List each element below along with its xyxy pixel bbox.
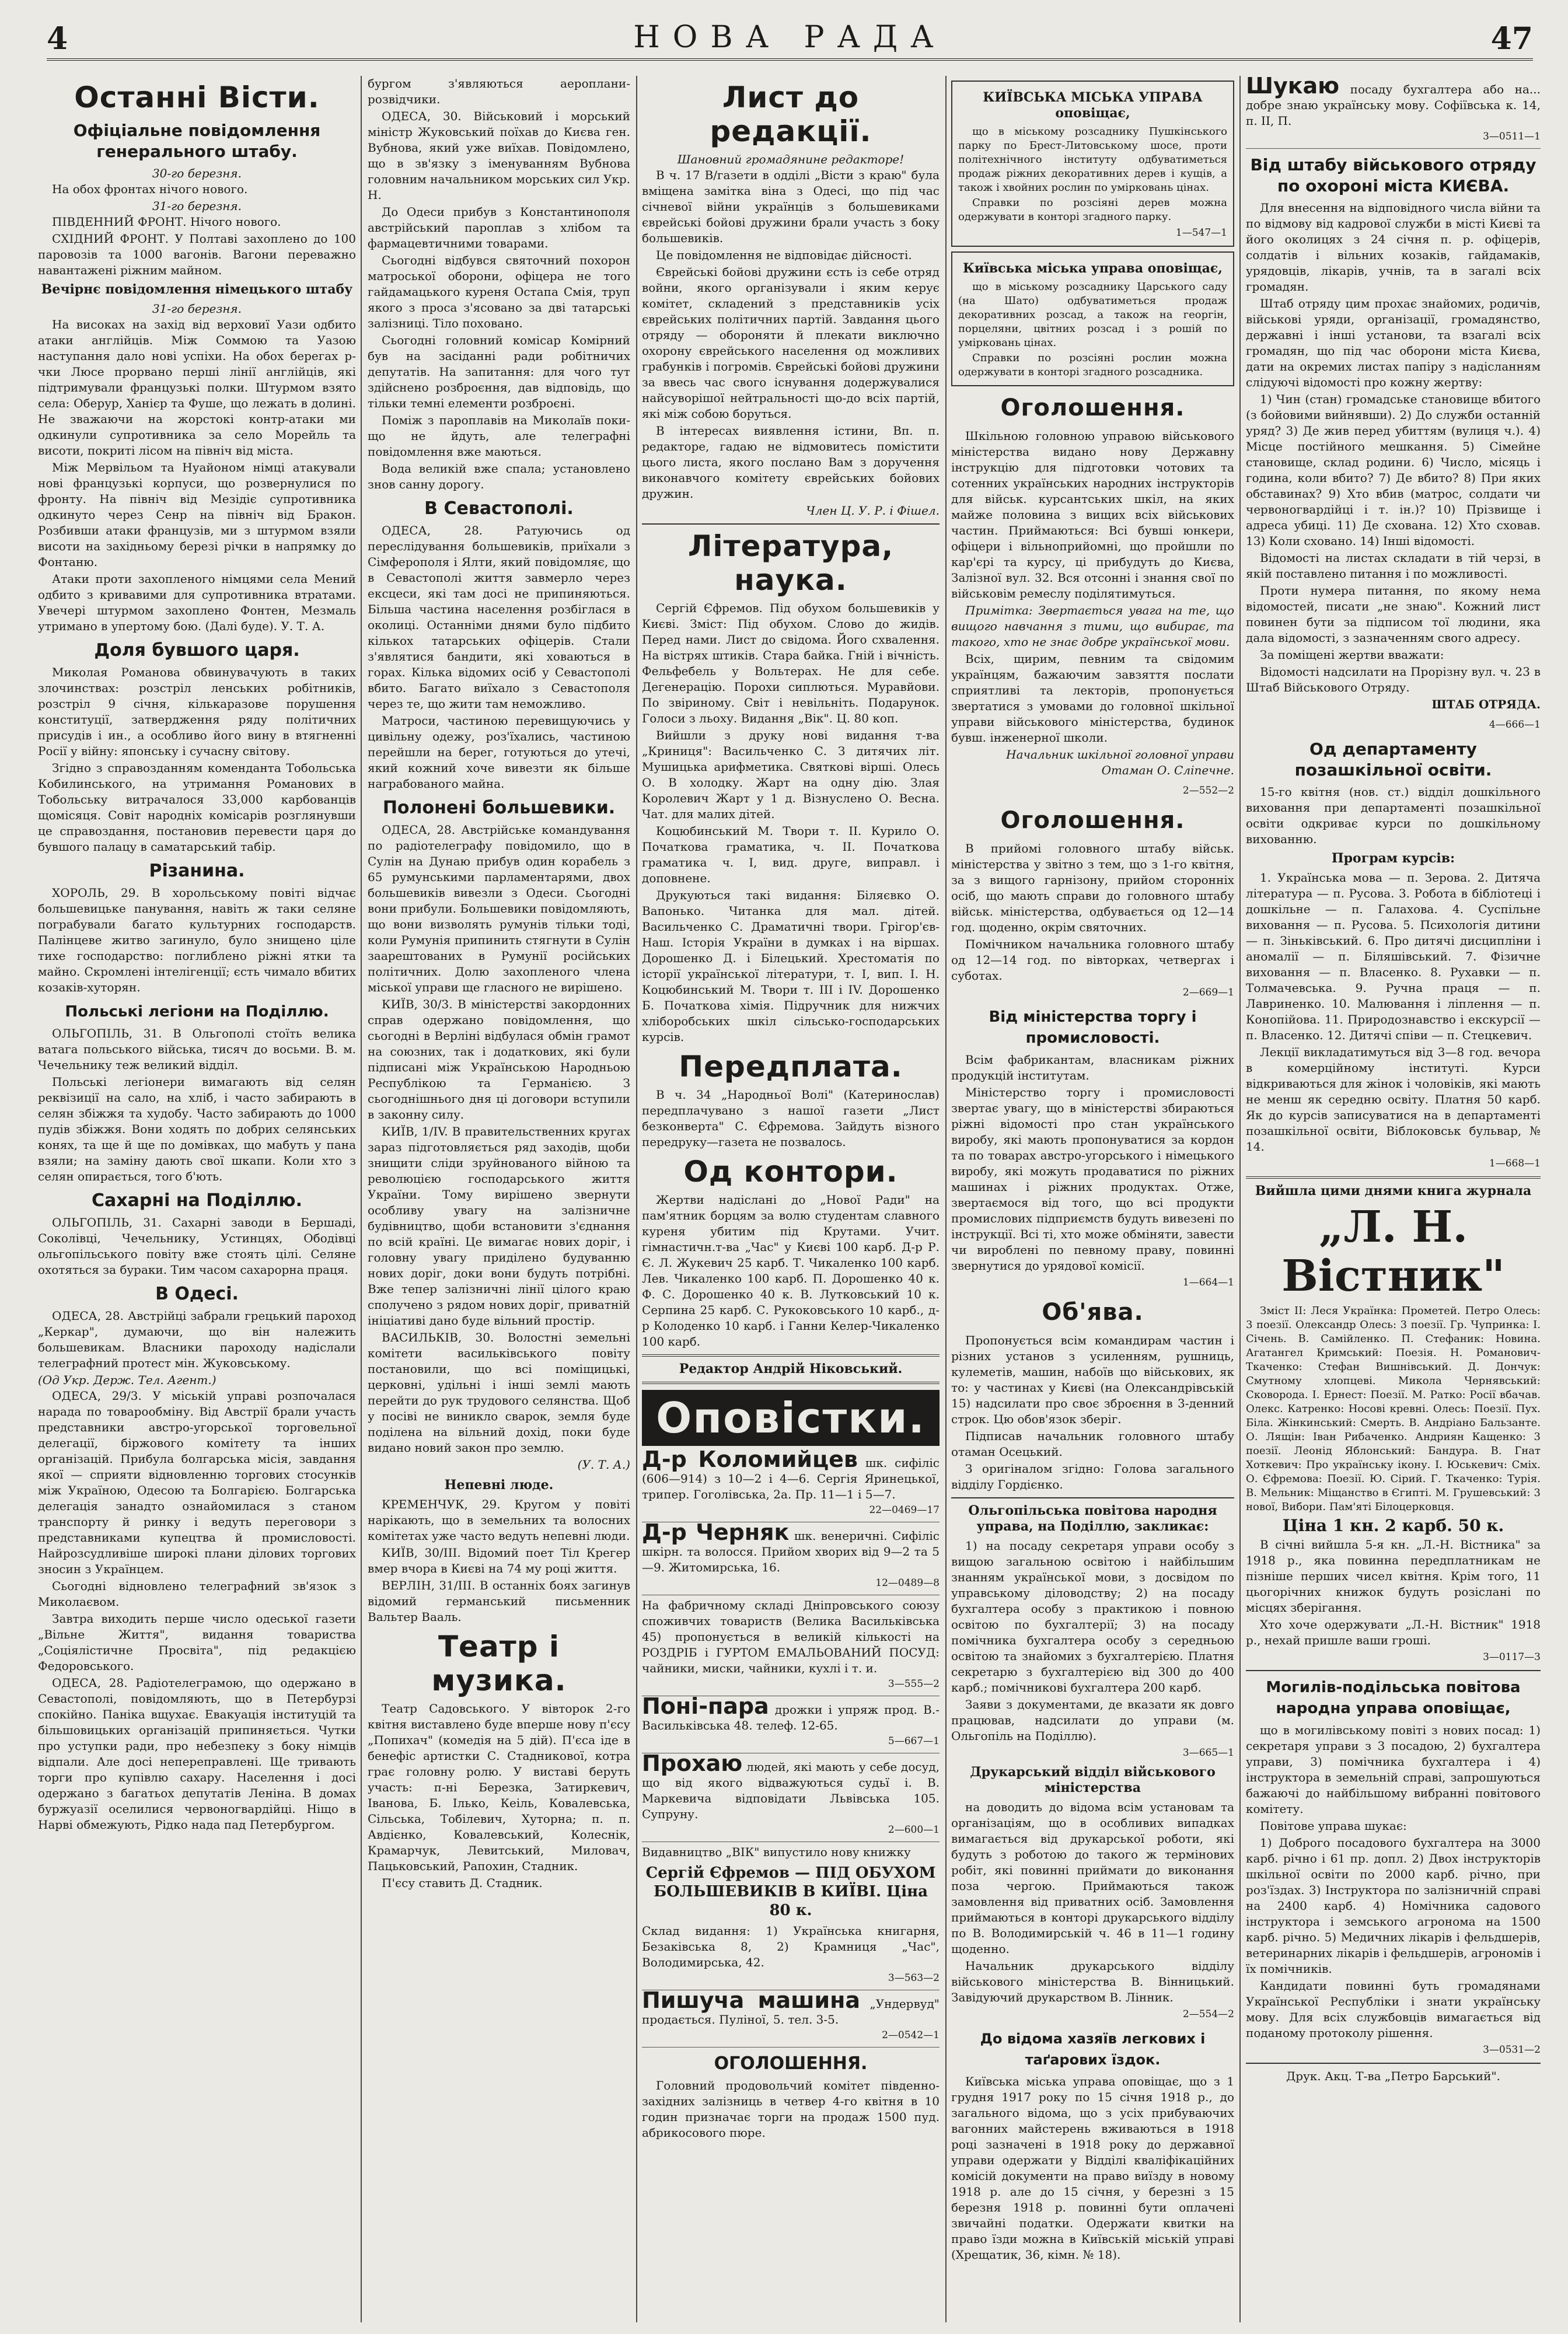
- article-paragraph: Київська міська управа оповіщає, що з 1 грудня 1917 року по 15 січня 1918 р., до загального відома, що з усіх прибуваючих вагонних майстерень вживаються в 1918 році зазначені в 1918 року до державної управи одержати у Відділі кваліфікаційних комісій документи на право виїзду в новому 1918 р. але до 15 січня, у березні з 15 березня 1918 р. повинні бути оплачені звичайні податки. Одержати квитки на право їзди можна в Київській міській управі (Хрещатик, 36, кімн. № 18).: [951, 2074, 1234, 2262]
- heading-city-board: Київська міська управа оповіщає,: [963, 261, 1223, 276]
- column-rule: [636, 76, 637, 2322]
- heading-olgopil-board: Ольгопільська повітова народня управа, на Поділлю, закликає:: [968, 1503, 1217, 1534]
- ad-book-title: Сергій Єфремов — ПІД ОБУХОМ БОЛЬШЕВИКІВ В КИЇВІ. Ціна 80 к.: [645, 1864, 936, 1919]
- advertisement: [642, 1519, 940, 1595]
- article-paragraph: Начальник друкарського відділу військового міністерства В. Вінницький. Завідуючий друкарством В. Лінник.: [951, 1959, 1234, 2004]
- advertisement: [1246, 78, 1541, 149]
- advertisement: [642, 1844, 940, 1990]
- article-paragraph: ВАСИЛЬКІВ, 30. Волостні земельні комітети васильківського повіту постановили, що всі поміщицькі, церковні, удільні і інші землі мають перейти до рук трудового селянства. Щоб у посіві не виникло сварок, земля буде поділена на вільний дохід, поки буде видано новий закон про землю.: [368, 1330, 630, 1455]
- signature: Начальник шкільної головної управи Отаман О. Сліпечне.: [1006, 747, 1234, 777]
- article-paragraph: ОДЕСА, 28. Австрійське командування по радіотелеграфу повідомило, що в Сулін на Дунаю прибув один корабель з 65 румунськими парламентарями, двох большевиків вивезли з Одеси. Сьогодні вони прибули. Большевики повідомляють, що вони визволять румунів тільки тоді, коли Румунія припинить стягнути в Сулін заарештованих в Румунії російських політичних. Долю захопленого члена міської управи ще гласного не вирішено.: [368, 823, 630, 994]
- article-paragraph: Атаки проти захопленого німцями села Мений одбито з кривавими для супротивника втратами. Увечері штурмом захоплено Фонтен, Мезмаль утримано в упертому бою. (Далі буде). У. Т. А.: [38, 572, 356, 633]
- article-paragraph: До Одеси прибув з Константинополя австрійський пароплав з хлібом та фармацевтичними товарами.: [368, 205, 630, 250]
- ad-number: 4—666—1: [1489, 719, 1541, 731]
- article-paragraph: ОДЕСА, 28. Радіотелеграмою, що одержано в Севастополі, повідомляють, що в Петербурзі спокійно. Паніка вщухає. Евакуація інституцій та більшовицьких організацій припиняється. Чутки про уступки ради, про небезпеку з боку німців відпали. Але досі непереправлені. Ще тривають торги про купівлю сахару. Населення і досі одержано з багатьох депутатів Леніна. В домах буржуазії оселилися червоногвардійці. Ніщо в Нарві обмежують, Рідко нада пад Петербургом.: [38, 1676, 356, 1832]
- article-paragraph: Для внесення на відповідного числа війни та по відмову від кадрової служби в місті Києві та його околицях з 24 січня п. р. офіцерів, солдатів і вільних козаків, гайдамаків, урядовців, лікарів, учнів, та в загалі всіх громадян.: [1246, 201, 1541, 294]
- advertisement: [642, 1987, 940, 2048]
- article-paragraph: ОДЕСА, 28. Ратуючись од переслідування большевиків, приїхали з Сімферополя і Ялти, який повідомляє, що в Севастополі життя завмерло через ексцеси, які там досі не припиняються. Більша частина населення розбіглася в околиці. Останніми днями було підбито кількох татарських офіцерів. Стали з'являтися бандити, які ховаються в горах. Кілька відомих осіб у Севастополі вбито. Багато виїхало з Севастополя через те, що жити там неможливо.: [368, 523, 630, 711]
- letter-signature: Член Ц. У. Р. і Фішел.: [806, 504, 940, 518]
- salutation: Шановний громадянине редакторе!: [677, 152, 905, 166]
- article-paragraph: Польські легіонери вимагають від селян реквізиції на сало, на хліб, і часто забирають в селян збіжжя та худобу. Часто забирають до 1000 пудів збіжжя. Вони ходять по добрих селянських конях, та ще й ще по домівках, що мабуть у пана взяли; на заміну дають свої шкапи. Коли хто з селян опирається, того б'ють.: [38, 1075, 356, 1183]
- heading-printing-dept: Друкарський відділ військового міністерства: [970, 1765, 1216, 1795]
- printer-credit: Друк. Акц. Т-ва „Петро Барський".: [1286, 2069, 1501, 2083]
- article-paragraph: Повітове управа шукає:: [1260, 1819, 1407, 1833]
- heading-cab-owners: До відома хазяїв легкових і таґарових їздок.: [980, 2031, 1206, 2068]
- article-paragraph: Заяви з документами, де вказати як довго працював, надсилати до управи (м. Ольгопіль на Поділлю).: [951, 1697, 1234, 1743]
- article-paragraph: Сергій Єфремов. Під обухом большевиків у Києві. Зміст: Під обухом. Слово до жидів. Перед нами. Лист до свідома. Його схвалення. На вістрях штиків. Стара байка. Гній і вічність. Фельфебель у Вольтерах. Не для себе. Дегенерацію. Порохи сиплються. Муравйови. По звіриному. Світ і невільніть. Подарунок. Голоси з льоху. Видання „Вік". Ц. 80 коп.: [642, 601, 940, 725]
- ad-number: 3—0117—3: [1483, 1651, 1541, 1663]
- editor-credit: Редактор Андрій Ніковський.: [679, 1361, 903, 1376]
- heading-notice: Об'ява.: [1042, 1299, 1144, 1326]
- ad-lead: Прохаю: [642, 1750, 743, 1776]
- course-list: 1. Українська мова — п. Зерова. 2. Дитяча література — п. Русова. 3. Робота в бібліотеці і дошкільне — п. Галахова. 4. Суспільне виховання — п. Русова. 5. Психологія дитини — п. Зіньківський. 6. Про дитячі дисципліни і аномалії — п. Біляшівський. 7. Фізичне виховання — п. Власенко. 8. Рухавки — п. Толмачевська. 9. Ручна праця — п. Лавриненко. 10. Малювання і ліплення — п. Конопійова. 11. Природознавство і екскурсії — п. Власенко. 12. Дитячі співи — п. Стецкевич.: [1246, 871, 1541, 1042]
- page-number-right: 47: [1490, 21, 1533, 57]
- heading-captive-bolsheviks: Полонені большевики.: [382, 798, 616, 818]
- article-paragraph: ХОРОЛЬ, 29. В хорольському повіті відчає большевицьке панування, навіть ж таки селяне пограбували багато культурних господарств. Палінцеве житво загинуло, було знищено ціле тихе господарство: поглиблено ріжні ятки та майно. Скромлені інтелігенції; єсть чимало вбитих козаків-хуторян.: [38, 886, 356, 994]
- dateline: 30-го березня.: [152, 166, 242, 180]
- journal-intro: Вийшла цими днями книга журнала: [1255, 1183, 1532, 1199]
- column-5: [1246, 76, 1541, 2322]
- ad-number: 3—665—1: [1182, 1747, 1234, 1759]
- heading-reprint: Передплата.: [679, 1050, 903, 1084]
- article-paragraph: 15-го квітня (нов. ст.) відділ дошкільного виховання при департаменті позашкільної освіти одкриває курси по дошкільному вихованню.: [1246, 785, 1541, 846]
- article-paragraph: Головний продовольчий комітет південно-західних залізниць в четвер 4-го квітня в 10 годин призначає торги на продаж 1500 пуд. абрикосового пюре.: [642, 2078, 940, 2140]
- divider: [1246, 1176, 1541, 1179]
- article-paragraph: На високах на захід від верховиї Уази одбито атаки англійців. Між Соммою та Уазою наступання дало нові успіхи. На обох берегах р-чки Люсе прорвано перші лінії англійців, які підтримували французькі полки. Штурмом взято села: Оберур, Ханієр та Фуше, що лежать в долині. Не зважаючи на жорстокі контр-атаки ми одкинули супротивника за село Морейль та висоти, покриті лісом на північ від міста.: [38, 317, 356, 457]
- column-rule: [361, 76, 362, 2322]
- ad-lead: Пишуча машина: [642, 1987, 861, 2013]
- source-credit: (Од Укр. Держ. Тел. Агент.): [38, 1373, 216, 1387]
- course-program-title: Програм курсів:: [1331, 851, 1455, 866]
- article-paragraph: Вийшли з друку нові видання т-ва „Криниця": Васильченко С. З дитячих літ. Мушицька арифметика. Святкові вірші. Олесь О. В холодку. Жарт на одну дію. Злая Королевич Жарт у 1 д. Візнуслено О. Весна. Чат. для малих дітей.: [642, 728, 940, 821]
- article-paragraph: Єврейські бойові дружини єсть із себе отряд войни, якого організували і яким керує комітет, складений з представників усіх єврейських політичних партій. Завдання цього отряду — обороняти й плекати виключно охорону єврейського населення од можливих грабунків і погромів. Єврейські бойові дружини за ввесь час свого існування додержувалися найсуворішої нейтральності що-до всіх партій, які між собою боруться.: [642, 265, 940, 421]
- article-paragraph: В ч. 34 „Народньої Волі" (Катеринослав) передплачувано з нашої газети „Лист безконверта" С. Єфремова. Зайдуть візного передруку—газета не позвалось.: [642, 1088, 940, 1149]
- article-paragraph: 1) на посаду секретаря управи особу з вищою загальною освітою і найбільшим знанням української мови, з досвідом по управському діловодству; 2) на посаду бухгалтера особу з практикою і повною освітою по бухгалтерії; 3) на посаду помічника бухгалтера особу з середньою освітою та знайомих з бухгалтерією. Платня секретарю з бухгалтерією від 300 до 400 карб.; помічникові бухгалтера 200 карб.: [951, 1539, 1234, 1694]
- article-paragraph: ОДЕСА, 28. Австрійці забрали грецький пароход „Керкар", думаючи, що він належить большевикам. Власники пароходу надіслали телеграфний протест мін. Жуковському.: [38, 1309, 356, 1370]
- source-credit: (У. Т. А.): [577, 1458, 630, 1472]
- article-paragraph: Проти нумера питання, по якому нема відомостей, писати „не знаю". Кожний лист повинен бути за підписом тої людини, яка дала відомості, з зазначенням свого адресу.: [1246, 584, 1541, 645]
- article-paragraph: що в могилівському повіті з нових посад: 1) секретаря управи з 3 посадою, 2) бухгалтера управи, 3) помічника бухгалтера і 4) інструктора в земельній справі, запрошуються бажаючі до найбільшому вибранні повітового комітету.: [1246, 1723, 1541, 1816]
- ad-number: 2—554—2: [1182, 2008, 1234, 2020]
- ad-text: На фабричному складі Дніпровського союзу споживчих товариств (Велика Васильківська 45) пропонується в великій кількості на РОЗДРІБ і ГУРТОМ ЕМАЛЬОВАНИЙ ПОСУД: чайники, миски, чайники, кухлі і т. и.: [642, 1598, 940, 1675]
- article-paragraph: Це повідомлення не відповідає дійсності.: [656, 248, 912, 262]
- article-paragraph: Пропонується всім командирам частин і різних установ з усиленням, рушниць, кулеметів, машин, набоїв що військових, як то: у частинах у Києві (на Олександрівській 15) надсилати про своє зброєння в 3-денний строк. Цю обов'язок зберіг.: [951, 1333, 1234, 1426]
- ad-number: 22—0469—17: [869, 1504, 940, 1516]
- article-paragraph: В січні вийшла 5-я кн. „Л.-Н. Вістника" за 1918 р., яка повинна передплатникам не пізніше перших чисел квітня. Крім того, 11 цьогорічних книжок будуть розіслані по місцях зберігання.: [1246, 1538, 1541, 1615]
- heading-extracurricular-dept: Од департаменту позашкільної освіти.: [1294, 739, 1492, 780]
- ad-number: 3—0531—2: [1483, 2044, 1541, 2056]
- heading-announcement: Оголошення.: [1000, 807, 1185, 834]
- article-paragraph: бургом з'являються аероплани-розвідчики.: [368, 76, 630, 106]
- heading-announcement: ОГОЛОШЕННЯ.: [714, 2053, 868, 2074]
- ad-lead: Д-р Коломийцев: [642, 1446, 858, 1472]
- heading-letter-to-editor: Лист до редакції.: [710, 81, 872, 148]
- journal-title: „Л. Н. Вістник": [1281, 1202, 1505, 1301]
- divider: [642, 523, 940, 525]
- article-paragraph: ОЛЬГОПІЛЬ, 31. В Ольгополі стоїть велика ватага польського війська, тисяч до восьми. В. м. Чечельнику теж великий відділ.: [38, 1026, 356, 1072]
- ad-number: 2—0542—1: [882, 2029, 940, 2041]
- heading-tsar-fate: Доля бувшого царя.: [94, 640, 300, 661]
- divider: [642, 1382, 940, 1384]
- article-paragraph: Згідно з справозданням коменданта Тобольська Кобилинського, на утримання Романових в Тобольську витрачалося 33,000 карбованців щомісяця. Совіт народніх комісарів розглянувши це справоздання, постановив перевести царя до бувшого палацу в саматарський табір.: [38, 761, 356, 854]
- article-paragraph: В інтересах виявлення істини, Вп. п. редакторе, гадаю не відмовитесь помістити цього листа, якого послано Вам з доручення виконавчого комітету єврейських бойових дружин.: [642, 424, 940, 501]
- ad-lead: Шукаю: [1246, 76, 1340, 99]
- article-paragraph: Всіх, щирим, певним та свідомим українцям, бажаючим завзяття послати сприятливі та лекторів, пропонується звертатися з умовами до головної шкільної управи військового міністерства, будинок бувш. інженерної школи.: [951, 652, 1234, 745]
- ad-number: 5—667—1: [888, 1735, 940, 1747]
- ad-number: 1—668—1: [1489, 1158, 1541, 1169]
- article-paragraph: Помічником начальника головного штабу од 12—14 год. по вівторках, четвергах і суботах.: [951, 937, 1234, 983]
- article-paragraph: КИЇВ, 30/3. В міністерстві закордонних справ одержано повідомлення, що сьогодні в Верліні відбулася обмін грамот на союзних, так і додаткових, які були підписані між Українською Народньою Республікою та Германією. З сьогоднішнього дня ці договори вступили в законну силу.: [368, 997, 630, 1121]
- article-paragraph: СХІДНИЙ ФРОНТ. У Полтаві захоплено до 100 паровозів та 1000 вагонів. Вагони переважно навантажені ріжним майном.: [38, 232, 356, 277]
- heading-latest-news: Останні Вісти.: [74, 81, 320, 114]
- article-paragraph: Справки по розсіяні дерев можна одержувати в конторі згадного парку.: [958, 197, 1227, 223]
- ad-text: посаду бухгалтера або на... добре знаю українську мову. Софіївська к. 14, п. II, П.: [1246, 82, 1541, 128]
- article-paragraph: Між Мервільом та Нуайоном німці атакували нові французькі корпуси, що розвернулися по фронту. На північ від Мезідіє супротивника одкинуто через Сенр на північ від Бракон. Розбивши атаки французів, ми з штурмом взяли висоти на західньому березі річки в напрямку до Фонтаню.: [38, 460, 356, 569]
- column-rule: [945, 76, 947, 2322]
- article-paragraph: на доводить до відома всім установам та організаціям, що в особливих випадках вимагається від друкарської роботи, які будуть з роботою до такого ж термінових робіт, які повинні приймати до виконання поза чергою. Приймаються також замовлення від приватних осіб. Замовлення приймаються в конторі друкарського відділу по В. Володимирській ч. 46 в 11—1 годину щоденно.: [951, 1800, 1234, 1956]
- article-paragraph: КРЕМЕНЧУК, 29. Кругом у повіті нарікають, що в земельних та волосних комітетах уже часто ведуть непевні люди.: [368, 1497, 630, 1543]
- heading-unreliable-people: Непевні люде.: [444, 1477, 554, 1493]
- article-paragraph: Хто хоче одержувати „Л.-Н. Вістник" 1918 р., нехай пришле ваши гроші.: [1246, 1617, 1541, 1647]
- column-rule: [1239, 76, 1241, 2322]
- column-2: [368, 76, 630, 2322]
- page-number-left: 4: [47, 21, 68, 57]
- article-paragraph: ВЕРЛІН, 31/ІІІ. В останніх боях загинув відомий германський письменник Вальтер Вааль.: [368, 1578, 630, 1624]
- divider: [642, 1354, 940, 1357]
- article-paragraph: що в міському розсаднику Царського саду (на Шато) одбуватиметься продаж декоративних розсад, а також на георгін, порцеляни, цвітних розсад і з рошій по умірковань цінах.: [958, 281, 1227, 349]
- ad-number: 3—0511—1: [1483, 131, 1541, 142]
- heading-sevastopol: В Севастополі.: [424, 498, 574, 519]
- heading-theatre-music: Театр і музика.: [431, 1630, 567, 1697]
- article-paragraph: За поміщені жертви вважати:: [1260, 648, 1444, 662]
- ad-text: шк. сифіліс (606—914) з 10—2 і 4—6. Сергія Яринецької, трипер. Гоголівська, 2а. Пр. 11—1 і 5—7.: [642, 1456, 940, 1501]
- article-paragraph: Всім фабрикантам, власникам ріжних продукцій інститутам.: [951, 1053, 1234, 1082]
- note: Примітка: Звертається увага на те, що вищого навчання з тими, що вибирає, та такого, хто не знає добре української мови.: [951, 603, 1234, 649]
- question-list: 1) Чин (стан) громадське становище вбитого (з бойовими вийнявши). 2) До служби останній уряд? 3) Де жив перед убиттям (вулиця ч.). 4) Місце постійного мешкання. 5) Сімейне становище, склад родини. 6) Число, місяць і година, коли вбито? 7) Де вбито? 8) При яких обставинах? 9) Хто вбив (матрос, солдати чи червоногвардійці і т. ін.)? 10) Прізвище і адреса убиці. 11) Де схована. 12) Хто сховав. 13) Коли сховано. 14) Інші відомості.: [1246, 392, 1541, 548]
- article-paragraph: Поміж з пароплавів на Миколаїв поки-що не йдуть, але телеграфні повідомлення вже маються.: [368, 413, 630, 459]
- ad-number: 1—664—1: [1182, 1277, 1234, 1288]
- divider: [951, 1497, 1234, 1498]
- article-paragraph: ПІВДЕННИЙ ФРОНТ. Нічого нового.: [52, 215, 281, 229]
- signature: ШТАБ ОТРЯДА.: [1431, 697, 1541, 711]
- column-3: [642, 76, 940, 2322]
- article-paragraph: Друкуються такі видання: Біляєвко О. Вапонько. Читанка для мал. дітей. Васильченко С. Драматичні твори. Грігор'єв-Наш. Історія України в думках і на віршах. Дорошенко Д. і Білецький. Хрестоматія по історії української літератури, т. І, вип. І. Н. Коцюбинський М. Твори т. III і IV. Дорошенко Б. Початкова хімія. Підручник для нижчих хліборобських шкіл сільсько-господарських курсів.: [642, 888, 940, 1044]
- heading-mogyliv-board: Могилів-подільська повітова народна управа оповіщає,: [1266, 1679, 1521, 1717]
- article-paragraph: Коцюбинський М. Твори т. II. Курило О. Початкова граматика, ч. II. Початкова граматика ч. I, вид. друге, виправл. і доповнене.: [642, 824, 940, 885]
- article-paragraph: Матроси, частиною перевищуючись у цивільну одежу, роз'їхались, частиною перейшли на берег, готуються до утечі, який кожний хоче вивезти як більше награбованого майна.: [368, 714, 630, 791]
- ad-number: 3—555—2: [888, 1678, 940, 1690]
- heading-massacre: Різанина.: [149, 861, 245, 881]
- ad-text: дрожки і упряж прод. В.-Васильківська 48. телеф. 12-65.: [642, 1703, 940, 1732]
- article-paragraph: Справки по розсіяні рослин можна одержувати в конторі згадного розсадника.: [958, 352, 1227, 378]
- article-paragraph: Миколая Романова обвинувачують в таких злочинствах: розстріл ленських робітників, розстріл 9 січня, кількаразове порушення конституції, затвердження ряду політичних присудів і ин., а особливо його вину в втягненні Росії у війну: японську і сучасну світову.: [38, 665, 356, 758]
- article-paragraph: ОДЕСА, 29/3. У міській управі розпочалася нарада по товарообміну. Від Австрії брали участь представники австро-угорської торговельної делегації, біржового комітету та інших організацій. Прибула болгарська місія, завдання якої — сприяти відновленню торгових стосунків між Україною, Одесою та Болгарією. Болгарська делегація занадто ознайомилася з станом транспорту й ринку і ведуть переговори з представниками купецтва й промисловості. Найрозсудливіше широкі плани ділових торгових зносин з Українцем.: [38, 1389, 356, 1576]
- ad-number: 2—552—2: [1182, 785, 1234, 796]
- ad-text: людей, які мають у себе досуд, що від якого відважуються судьї і. В. Маркевича відповідати Львівська 105. Супруну.: [642, 1760, 940, 1821]
- advertisement: [642, 1750, 940, 1842]
- heading-city-board: КИЇВСЬКА МІСЬКА УПРАВА оповіщає,: [983, 90, 1203, 121]
- article-paragraph: Підписав начальник головного штабу отаман Осецький.: [951, 1429, 1234, 1459]
- heading-sugar-mills: Сахарні на Поділлю.: [92, 1190, 302, 1211]
- newspaper-title: НОВА РАДА: [633, 20, 947, 55]
- notice-box: [951, 251, 1234, 386]
- article-paragraph: ОДЕСА, 30. Військовий і морський міністр Жуковський поїхав до Києва ген. Вубнова, який уже виїхав. Повідомлено, що в зв'язку з іменуванням Вубнова головним начальником морських сил Укр. Н.: [368, 109, 630, 202]
- ad-number: 2—669—1: [1182, 987, 1234, 998]
- ad-number: 12—0489—8: [875, 1577, 940, 1589]
- dateline: 31-го березня.: [152, 199, 242, 213]
- ad-lead: Д-р Черняк: [642, 1519, 790, 1545]
- advertisement: [642, 1446, 940, 1522]
- ad-text: Склад видання: 1) Українська книгарня, Безаківська 8, 2) Крамниця „Час", Володимирська, 42.: [642, 1924, 940, 1969]
- dateline: 31-го березня.: [152, 302, 242, 316]
- ad-text: „Ундервуд" продається. Пуліної, 5. тел. 3-5.: [642, 1997, 940, 2026]
- article-paragraph: ОЛЬГОПІЛЬ, 31. Сахарні заводи в Бершаді, Соколівці, Чечельнику, Устинцях, Ободівці ольгопільського повіту вже стоять цілі. Селяне охотяться за бураки. Тим часом сахарорна праця.: [38, 1215, 356, 1277]
- divider: [1246, 1670, 1541, 1671]
- article-paragraph: Відомості на листах складати в тій черзі, в якій поставлено питання і по можливості.: [1246, 551, 1541, 581]
- article-paragraph: В ч. 17 В/газети в одділі „Вісти з краю" була вміщена замітка віна з Одесі, що під час січневої війни українців з большевиками єврейські бойові дружини брали участь з боку большевиків.: [642, 168, 940, 245]
- article-paragraph: Вода великій вже спала; установлено знов санну дорогу.: [368, 462, 630, 491]
- article-paragraph: Шкільною головною управою військового міністерства видано нову Державну інструкцію для підготовки чотових та сотенних українських народних інструкторів для військ. курсантських шкіл, на яких майже половина з вищих всіх військових частин. Приймаються: Всі бувші юнкери, офіцери і вільноприйомні, що пройшли по кар'єрі та курсу, ці прибудуть до Києва, Залізної вул. 32. Вся отсонні і знання свої по військовім ремеслу поділятимуться.: [951, 429, 1234, 600]
- vacancy-list: 1) Доброго посадового бухгалтера на 3000 карб. річно і 61 пр. допл. 2) Двох інструкторів шкільної освіти по 2000 карб. річно, при роз'їздах. 3) Інструктора по залізничній справі на 2400 карб. 4) Номічника садового інструктора і земського агронома на 1500 карб. річно. 5) Медичних лікарів і фельдшерів, ветеринарних лікарів і фельдшерів, агрономів і їх помічників.: [1246, 1836, 1541, 1976]
- heading-ministry-trade: Від міністерства торгу і промисловості.: [989, 1008, 1197, 1047]
- ad-text: Видавництво „ВІК" випустило нову книжку: [642, 1845, 911, 1859]
- heading-official-report: Офіціальне повідомлення генерального штабу.: [73, 121, 321, 161]
- article-paragraph: КИЇВ, 1/IV. В правительственних кругах зараз підготовляється ряд заходів, щоби знищити сліди зруйнованого війною та революцією господарського життя України. Тому вирішено звернути особливу увагу на залізничне будівництво, щоби встановити з'єднання по всій країні. Це вимагає нових доріг, і головну увагу приділено будуванню нових доріг, доки вони будуть потрібні. Вже тепер залізничні лінії цілого краю сполучено з рядом нових доріг, приватній ініціативі дано буде вільний простір.: [368, 1124, 630, 1327]
- heading-from-office: Од контори.: [683, 1155, 898, 1189]
- ad-number: 1—547—1: [1175, 227, 1227, 239]
- article-paragraph: Сьогодні відновлено телеграфний зв'язок з Миколаєвом.: [38, 1579, 356, 1609]
- ad-text: шк. венеричні. Сифіліс шкірн. та волосся. Прийом хворих від 9—2 та 5—9. Житомирська, 16.: [642, 1529, 940, 1574]
- divider: [1246, 2063, 1541, 2064]
- article-paragraph: Сьогодні головний комісар Комірний був на засіданні ради робітничих депутатів. На запитання: для чого тут здійснено розброєння, дав відповідь, що тільки темні елементи розброєні.: [368, 333, 630, 410]
- column-4: [951, 76, 1234, 2322]
- article-paragraph: На обох фронтах нічого нового.: [52, 182, 248, 196]
- notice-box: [951, 81, 1234, 247]
- heading-polish-legions: Польські легіони на Поділлю.: [65, 1003, 329, 1021]
- article-paragraph: Міністерство торгу і промисловості звертає увагу, що в міністерстві збираються ріжні відомості про стан українського виробу, які мають пропонуватися за кордон та по товарах австро-угорського і німецького виробу, які можуть продаватися по ріжних машинах і ріжних продуктах. Отже, звертаємося від того, що всі продукти промислових підприємств будуть вивезені по інструкції. Всі ті, хто може обміняти, завести чи вироблені по певному праву, повинні звернутися до урядової комісії.: [951, 1085, 1234, 1273]
- article-paragraph: Відомості надсилати на Прорізну вул. ч. 23 в Штаб Військового Отряду.: [1246, 665, 1541, 694]
- advertisement: [642, 1598, 940, 1696]
- article-paragraph: В прийомі головного штабу військ. міністерства у звітно з тем, що з 1-го квітня, за з вищого гарнізону, прийом сторонніх осіб, що мають справи до головного штабу військ. міністерства, одбувається од 12—14 год. щоденно, окрім святочних.: [951, 841, 1234, 934]
- article-paragraph: що в міському розсаднику Пушкінського парку по Брест-Литовському шосе, проти політехнічного інституту одбуватиметься продаж ріжних декоративних дерев і кущів, а також і хвойних рослин по умірковань цінах.: [958, 125, 1227, 194]
- masthead: [47, 18, 1533, 61]
- ad-lead: Поні-пара: [642, 1693, 769, 1719]
- article-paragraph: Завтра виходить перше число одеської газети „Вільне Життя", видання товариства „Соціялістичне Просвіта", під редакцією Федоровського.: [38, 1612, 356, 1673]
- heading-odesa: В Одесі.: [155, 1284, 239, 1304]
- article-paragraph: КИЇВ, 30/ІІІ. Відомий поет Тіл Крегер вмер вчора в Києві на 74 му році життя.: [368, 1546, 630, 1575]
- article-paragraph: Сьогодні відбувся святочний похорон матроської оборони, офіцера не того гайдамацького куреня Остапа Смія, труп якого з проса з'ясовано за дві татарські залізниці. Тіло поховано.: [368, 253, 630, 330]
- article-paragraph: Лекції викладатимуться від 3—8 год. вечора в комерційному інституті. Курси відкриваються для жінок і чоловіків, які мають не менш як середню освіту. Платня 50 карб. Як до курсів записуватися на в департаменті позашкільної освіти, Віблоковськ бульвар, № 14.: [1246, 1045, 1541, 1154]
- article-paragraph: Штаб отряду цим прохає знайомих, родичів, військові уряди, організації, громадянство, державні і інші установи, та взагалі всіх громадян, що під час оборони міста Києва, дати на окремих листах папіру з надісланням слідуючі відомості про кожну жертву:: [1246, 296, 1541, 389]
- heading-evening-report: Вечірнє повідомлення німецького штабу: [41, 282, 353, 297]
- heading-notices: Оповістки.: [642, 1390, 940, 1446]
- article-paragraph: Жертви надіслані до „Нової Ради" на пам'ятник борцям за волю студентам славного куреня убитим під Крутами. Учит. гімнастичн.т-ва „Час" у Києві 100 карб. Д-р Р. Є. Л. Жукевич 25 карб. Т. Чикаленко 100 карб. Лев. Чикаленко 100 карб. П. Дорошенко 40 к. Ф. С. Дорошенко 40 к. В. Лутковський 10 к. Серпина 25 карб. С. Рукоковського 10 карб., д-р Колоденко 10 карб. і Ганни Келер-Чикаленко 100 карб.: [642, 1193, 940, 1348]
- article-paragraph: З оригіналом згідно: Голова загального відділу Гордієнко.: [951, 1462, 1234, 1491]
- heading-literature-science: Література, наука.: [687, 529, 894, 597]
- heading-announcement: Оголошення.: [1000, 394, 1185, 421]
- ad-number: 3—563—2: [888, 1972, 940, 1984]
- journal-contents: Зміст II: Леся Українка: Прометей. Петро Олесь: 3 поезії. Олександр Олесь: 3 поезії. Гр. Чупринка: І. Січень. В. Самійленко. П. Стефаник: Новина. Агатангел Кримський: Поезія. Н. Романович-Ткаченко: Стефан Вишнівський. Д. Дончук: Смутному хлопцеві. Микола Чернявський: Сковорода. І. Ернест: Поезії. М. Ратко: Росії вбачав. Олекс. Катренко: Носові кревні. Олесь: Поезії. Пух. Біла. Жінкинський: Смерть. В. Андріано Бальзанте. О. Лящін: Іван Рибаченко. Андриян Кащенко: 3 поезії. Леонід Яблонський: Бандура. В. Гнат Хоткевич: Про українську ікону. І. Юськевич: Сміх. О. Єфремова: Поезії. Ю. Сірий. Г. Ткаченко: Турія. В. Мельник: Міщанство в Єгипті. М. Грушевський: 3 нової, Вибори. Пам'яті Білоцерковця.: [1246, 1305, 1541, 1513]
- heading-staff-detachment: Від штабу військового отряду по охороні міста КИЄВА.: [1250, 155, 1536, 195]
- journal-price: Ціна 1 кн. 2 карб. 50 к.: [1282, 1516, 1504, 1535]
- article-paragraph: П'єсу ставить Д. Стадник.: [382, 1876, 543, 1890]
- article-paragraph: Кандидати повинні буть громадянами Української Республіки і знати українську мову. Для всіх службовців вимагається від поданому протоколу рішення.: [1246, 1979, 1541, 2040]
- column-1: [38, 76, 356, 2322]
- article-paragraph: Театр Садовського. У вівторок 2-го квітня виставлено буде вперше нову п'єсу „Попихач" (комедія на 5 дій). П'єса іде в бенефіс артистки С. Стадникової, котра грає головну ролю. У виставі беруть участь: п-ні Березка, Затиркевич, Іванова, Б. Ілько, Кеіль, Ковалевська, Сільська, Тобілевич, Хуторна; п. п. Авдієнко, Ковалевський, Колеснік, Крамарчук, Левитський, Миловач, Пацьковський, Рапохин, Стадник.: [368, 1701, 630, 1873]
- ad-number: 2—600—1: [888, 1824, 940, 1836]
- advertisement: [642, 1693, 940, 1753]
